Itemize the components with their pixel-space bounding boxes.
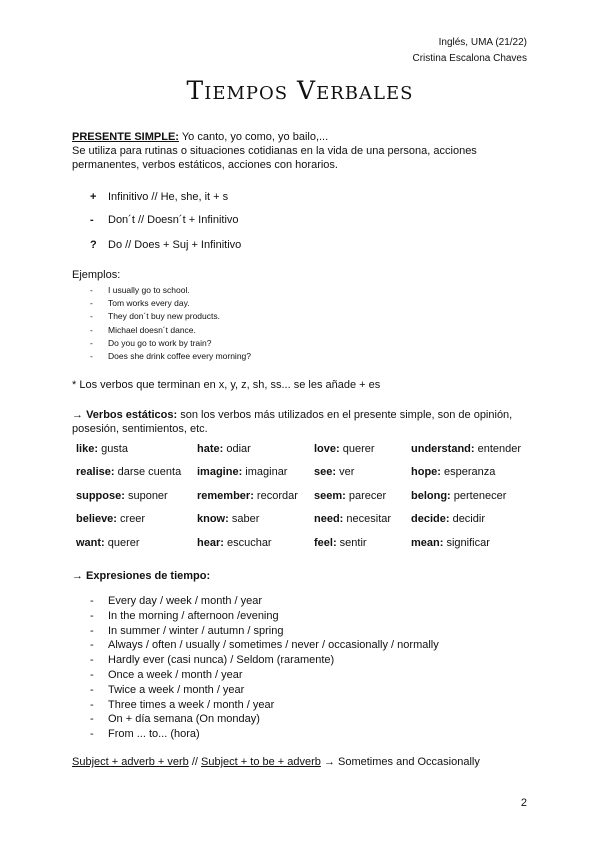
structure-separator: //	[188, 756, 202, 768]
list-item: - In summer / winter / autumn / spring	[90, 624, 284, 637]
table-cell: seem: parecer	[314, 489, 387, 502]
list-item: - Tom works every day.	[90, 298, 190, 309]
list-item: - Always / often / usually / sometimes / never / occasionally / normally	[90, 639, 439, 652]
list-item: - Hardly ever (casi nunca) / Seldom (raramente)	[90, 654, 335, 667]
list-item: - Does she drink coffee every morning?	[90, 351, 252, 362]
table-cell: decide: decidir	[411, 513, 485, 526]
expresiones-heading: → Expresiones de tiempo:	[72, 570, 211, 582]
table-cell: hope: esperanza	[411, 466, 496, 479]
list-item: - In the morning / afternoon /evening	[90, 609, 279, 622]
table-cell: want: querer	[76, 536, 140, 549]
rule-symbol: -	[90, 214, 94, 226]
rule-text: Infinitivo // He, she, it + s	[108, 191, 229, 203]
table-cell: belong: pertenecer	[411, 489, 507, 502]
table-row	[72, 484, 541, 508]
ejemplos-list	[90, 284, 251, 363]
rule-symbol: ?	[90, 239, 97, 251]
structure-part-2: Subject + to be + adverb	[201, 756, 321, 768]
table-cell: mean: significar	[411, 536, 490, 549]
static-verbs-table	[72, 437, 541, 555]
table-cell: imagine: imaginar	[197, 466, 288, 479]
course-label: Inglés, UMA (21/22)	[438, 37, 527, 48]
estaticos-description: son los verbos más utilizados en el presente simple, son de opinión, posesión, sentimientos, etc.	[72, 409, 513, 435]
estaticos-heading: Verbos estáticos:	[86, 409, 178, 421]
table-cell: understand: entender	[411, 442, 522, 455]
verb-ending-note: * Los verbos que terminan en x, y, z, sh, ss... se les añade + es	[72, 379, 381, 391]
list-item: - Every day / week / month / year	[90, 595, 263, 607]
list-item: - Once a week / month / year	[90, 668, 243, 681]
table-cell: realise: darse cuenta	[76, 466, 182, 479]
table-cell: suppose: suponer	[76, 489, 168, 502]
rule-symbol: +	[90, 191, 97, 203]
list-item: - Michael doesn´t dance.	[90, 324, 196, 335]
presente-simple-section	[72, 130, 532, 172]
rule-interrogative	[90, 239, 241, 251]
presente-examples-inline: Yo canto, yo como, yo bailo,...	[178, 131, 329, 143]
list-item: - Twice a week / month / year	[90, 683, 245, 696]
page-number: 2	[520, 797, 527, 809]
presente-heading: PRESENTE SIMPLE:	[72, 131, 179, 143]
list-item: - They don´t buy new products.	[90, 311, 220, 322]
rule-text: Don´t // Doesn´t + Infinitivo	[108, 214, 239, 226]
rule-text: Do // Does + Suj + Infinitivo	[108, 239, 242, 251]
rule-affirmative	[90, 191, 228, 203]
list-item: - From ... to... (hora)	[90, 728, 200, 741]
page-title: Tiempos Verbales	[186, 76, 414, 105]
list-item: - On + día semana (On monday)	[90, 713, 260, 726]
structure-part-1: Subject + adverb + verb	[72, 756, 189, 768]
table-row	[72, 508, 541, 532]
verbos-estaticos-section	[72, 408, 532, 436]
page-header	[413, 35, 528, 67]
author-name: Cristina Escalona Chaves	[412, 53, 527, 64]
rule-negative	[90, 214, 239, 226]
table-cell: hear: escuchar	[197, 536, 272, 549]
table-cell: know: saber	[197, 513, 260, 526]
structure-tail: → Sometimes and Occasionally	[320, 756, 480, 768]
table-row	[72, 437, 541, 461]
arrow-icon: →	[72, 409, 87, 421]
table-row	[72, 531, 541, 555]
adverb-structure-line	[72, 755, 532, 769]
expresiones-list	[90, 594, 439, 742]
ejemplos-label: Ejemplos:	[72, 269, 121, 281]
table-cell: need: necesitar	[314, 513, 392, 526]
table-cell: like: gusta	[76, 442, 128, 455]
list-item: - I usually go to school.	[90, 285, 190, 295]
table-cell: believe: creer	[76, 513, 146, 526]
table-cell: hate: odiar	[197, 442, 251, 455]
table-cell: feel: sentir	[314, 536, 367, 549]
table-cell: love: querer	[314, 442, 375, 455]
table-cell: see: ver	[314, 466, 355, 479]
table-row	[72, 461, 541, 485]
table-cell: remember: recordar	[197, 489, 298, 502]
list-item: - Three times a week / month / year	[90, 698, 275, 711]
list-item: - Do you go to work by train?	[90, 337, 212, 348]
presente-description: Se utiliza para rutinas o situaciones cotidianas en la vida de una persona, acciones permanentes, verbos estáticos, acciones con horarios.	[72, 145, 477, 171]
